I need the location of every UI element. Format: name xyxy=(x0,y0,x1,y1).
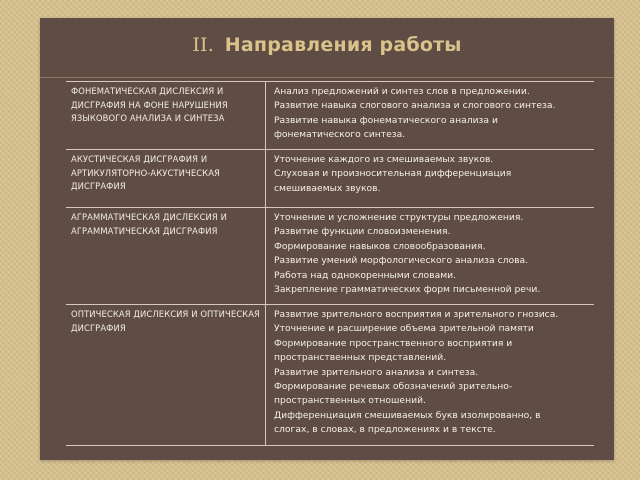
work-directions-cell xyxy=(266,305,594,445)
table-row xyxy=(66,207,594,304)
direction-line: смешиваемых звуков. xyxy=(274,182,381,194)
direction-line: Развитие зрительного анализа и синтеза. xyxy=(274,366,479,378)
direction-line: Дифференциация смешиваемых букв изолированно, в xyxy=(274,409,541,421)
direction-line: Развитие зрительного восприятия и зрительного гнозиса. xyxy=(274,309,559,320)
page-title xyxy=(40,34,614,56)
disorder-type-cell: АКУСТИЧЕСКАЯ ДИСГРАФИЯ И АРТИКУЛЯТОРНО-АКУСТИЧЕСКАЯ ДИСГРАФИЯ xyxy=(66,150,266,207)
table-row xyxy=(66,149,594,207)
disorder-type-cell: АГРАММАТИЧЕСКАЯ ДИСЛЕКСИЯ И АГРАММАТИЧЕСКАЯ ДИСГРАФИЯ xyxy=(66,208,266,304)
direction-line: слогах, в словах, в предложениях и в тексте. xyxy=(274,424,496,436)
direction-line: Закрепление грамматических форм письменной речи. xyxy=(274,284,541,296)
direction-line: Формирование навыков словообразования. xyxy=(274,240,486,252)
direction-line: Развитие навыка фонематического анализа и xyxy=(274,114,498,126)
direction-line: Уточнение и усложнение структуры предложения. xyxy=(274,212,524,223)
disorder-type-cell: ОПТИЧЕСКАЯ ДИСЛЕКСИЯ И ОПТИЧЕСКАЯ ДИСГРАФИЯ xyxy=(66,305,266,445)
direction-line: Работа над однокоренными словами. xyxy=(274,269,457,281)
work-directions-cell xyxy=(266,82,594,149)
table-row xyxy=(66,82,594,149)
work-directions-cell xyxy=(266,150,594,207)
title-divider xyxy=(40,77,614,78)
direction-line: Развитие умений морфологического анализа слова. xyxy=(274,255,529,267)
work-directions-cell xyxy=(266,208,594,304)
direction-line: фонематического синтеза. xyxy=(274,129,406,141)
direction-line: Анализ предложений и синтез слов в предложении. xyxy=(274,86,530,97)
direction-line: пространственных представлений. xyxy=(274,352,447,364)
title-text: Направления работы xyxy=(224,34,462,56)
direction-line: Формирование пространственного восприятия и xyxy=(274,337,513,349)
disorder-type-cell: ФОНЕМАТИЧЕСКАЯ ДИСЛЕКСИЯ И ДИСГРАФИЯ НА ФОНЕ НАРУШЕНИЯ ЯЗЫКОВОГО АНАЛИЗА И СИНТЕЗА xyxy=(66,82,266,149)
title-number: II. xyxy=(192,34,214,56)
direction-line: пространственных отношений. xyxy=(274,395,426,407)
direction-line: Уточнение и расширение объема зрительной памяти xyxy=(274,323,534,335)
direction-line: Уточнение каждого из смешиваемых звуков. xyxy=(274,154,494,165)
direction-line: Развитие навыка слогового анализа и слогового синтеза. xyxy=(274,100,556,112)
directions-table xyxy=(66,81,594,446)
slide-panel xyxy=(40,18,614,460)
direction-line: Развитие функции словоизменения. xyxy=(274,226,451,238)
direction-line: Формирование речевых обозначений зрительно- xyxy=(274,381,513,393)
table-row xyxy=(66,304,594,445)
direction-line: Слуховая и произносительная дифференциация xyxy=(274,168,512,180)
